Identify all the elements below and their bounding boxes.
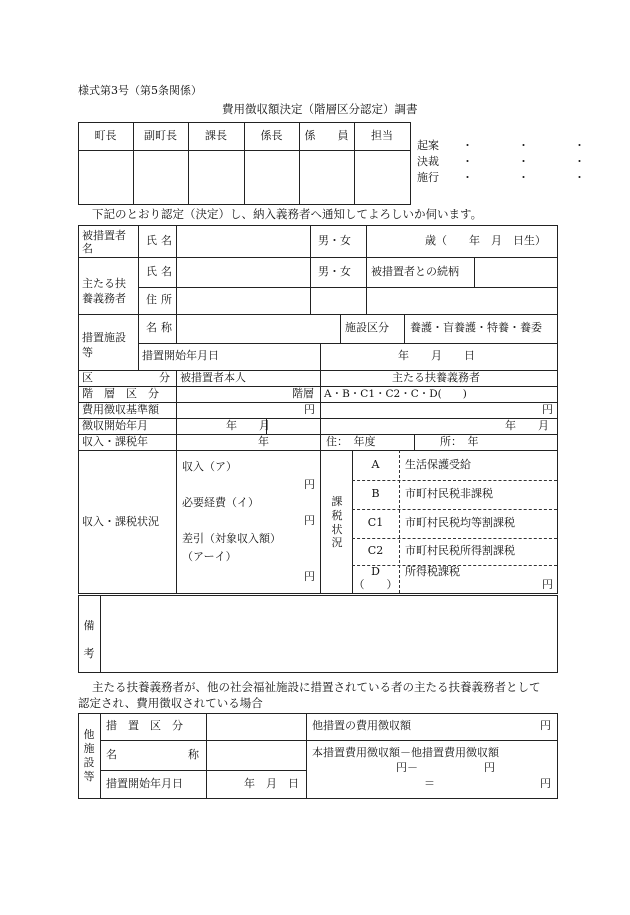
note-line-1: 主たる扶養義務者が、他の社会福祉施設に措置されている者の主たる扶養義務者として xyxy=(92,680,541,694)
obligor-name-label: 氏名 xyxy=(146,265,176,278)
grid-std-yen-recipient: 円 xyxy=(304,403,315,416)
fee-formula-yen: 円－ 円 xyxy=(396,761,495,774)
grid-class-label: 階 層 区 分 xyxy=(82,387,159,400)
approval-header-in-charge: 担当 xyxy=(371,129,393,142)
tax-code-d-paren: （ ） xyxy=(353,578,398,591)
tax-code-c1: C1 xyxy=(367,516,384,529)
recipient-sex: 男・女 xyxy=(318,234,351,247)
expenses-b: 必要経費（イ） xyxy=(182,496,259,509)
grid-class-unit: 階層 xyxy=(292,387,314,400)
tax-code-a: A xyxy=(371,458,380,471)
net-income: 差引（対象収入額） xyxy=(182,532,281,545)
grid-class-options: A・B・C1・C2・C・D( ) xyxy=(324,388,467,400)
grid-std-yen-obligor: 円 xyxy=(542,403,553,416)
process-draft-dots: ・ ・ ・ xyxy=(462,139,588,152)
other-start-label: 措置開始年月日 xyxy=(106,777,183,790)
process-decision-dots: ・ ・ ・ xyxy=(462,155,588,168)
grid-income-year-label: 収入・課税年 xyxy=(82,435,148,448)
tax-d-yen: 円 xyxy=(542,578,553,591)
facility-label: 措置施設等 xyxy=(82,331,126,359)
expenses-b-yen: 円 xyxy=(304,514,315,527)
tax-desc-d: 所得税課税 xyxy=(405,565,460,578)
grid-start-recipient: 年 月 xyxy=(226,419,270,432)
process-enforce: 施行 xyxy=(417,171,439,184)
approval-header-mayor: 町長 xyxy=(94,129,117,142)
tax-status-label: 課税状況 xyxy=(331,495,343,550)
tax-desc-b: 市町村民税非課税 xyxy=(405,487,493,500)
net-income-yen: 円 xyxy=(304,570,315,583)
grid-start-label: 徴収開始年月 xyxy=(82,419,148,432)
approval-header-section-chief: 課長 xyxy=(205,129,227,142)
grid-col-recipient: 被措置者本人 xyxy=(180,371,246,384)
obligor-label: 主たる扶養義務者 xyxy=(82,277,126,305)
obligor-address-label: 住所 xyxy=(146,293,176,306)
approval-header-deputy: 副町長 xyxy=(144,129,177,142)
form-number: 様式第3号（第5条関係） xyxy=(78,84,202,97)
other-facility-label: 他施設等 xyxy=(83,728,95,783)
obligor-relation-label: 被措置者との続柄 xyxy=(371,265,459,278)
tax-desc-a: 生活保護受給 xyxy=(405,458,471,471)
process-decision: 決裁 xyxy=(417,155,439,168)
approval-header-staff: 係 員 xyxy=(304,129,349,142)
facility-start-label: 措置開始年月日 xyxy=(142,349,219,362)
tax-code-c2: C2 xyxy=(367,544,384,557)
recipient-name-label: 氏名 xyxy=(146,234,176,247)
income-a: 収入（ア） xyxy=(182,460,237,473)
facility-type-label: 施設区分 xyxy=(345,321,389,334)
income-a-yen: 円 xyxy=(304,478,315,491)
recipient-label: 被措置者名 xyxy=(82,229,126,255)
income-status-label: 収入・課税状況 xyxy=(82,515,159,528)
fee-result-yen: 円 xyxy=(540,777,551,790)
other-fee-yen: 円 xyxy=(540,719,551,732)
other-fee-label: 他措置の費用徴収額 xyxy=(312,719,411,732)
grid-col-obligor: 主たる扶養義務者 xyxy=(392,371,480,384)
tax-desc-c1: 市町村民税均等割課税 xyxy=(405,516,515,529)
remarks-label: 備考 xyxy=(83,619,95,660)
page-title: 費用徴収額決定（階層区分認定）調書 xyxy=(222,102,418,116)
other-class-label: 措 置 区 分 xyxy=(106,719,183,732)
note-line-2: 認定され、費用徴収されている場合 xyxy=(78,696,263,710)
request-text: 下記のとおり認定（決定）し、納入義務者へ通知してよろしいか伺います。 xyxy=(92,207,483,221)
tax-code-b: B xyxy=(371,487,380,500)
facility-types: 養護・盲養護・特養・養委 xyxy=(410,321,542,334)
other-start-ymd: 年 月 日 xyxy=(244,777,299,790)
fee-equals: ＝ xyxy=(424,777,435,790)
facility-name-label: 名称 xyxy=(146,321,176,334)
tax-desc-c2: 市町村民税所得割課税 xyxy=(405,544,515,557)
net-income-formula: （アーイ） xyxy=(182,550,237,563)
other-name-label-1: 名 xyxy=(106,748,117,761)
recipient-birth: 歳（ 年 月 日生） xyxy=(425,234,546,247)
fee-formula: 本措置費用徴収額－他措置費用徴収額 xyxy=(312,746,499,759)
other-name-label-2: 称 xyxy=(188,748,199,761)
approval-header-subsection-chief: 係長 xyxy=(260,129,283,142)
grid-kubun-label: 区 分 xyxy=(82,371,170,384)
process-draft: 起案 xyxy=(417,139,439,152)
process-enforce-dots: ・ ・ ・ xyxy=(462,171,588,184)
grid-start-obligor: 年 月 xyxy=(505,419,549,432)
tax-code-d: D xyxy=(371,565,380,578)
grid-income-year-recipient: 年 xyxy=(258,435,269,448)
obligor-sex: 男・女 xyxy=(318,265,351,278)
grid-std-label: 費用徴収基準額 xyxy=(82,403,159,416)
facility-start-value: 年 月 日 xyxy=(398,349,475,362)
grid-income-place: 所： 年 xyxy=(440,435,479,448)
grid-residence-year: 住： 年度 xyxy=(326,435,376,448)
